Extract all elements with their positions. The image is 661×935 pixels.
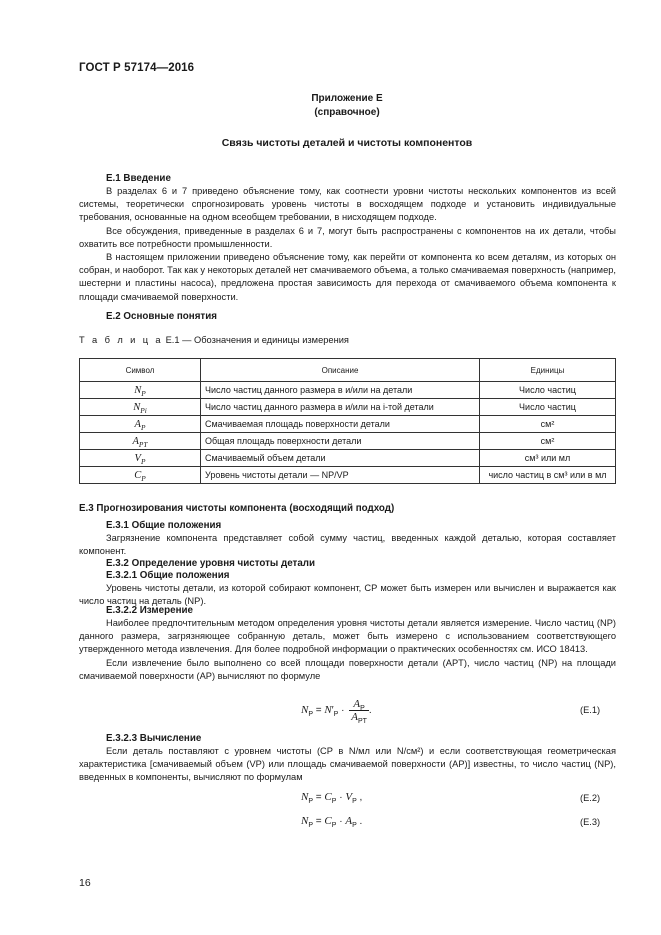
paragraph: Если извлечение было выполнено со всей площади поверхности детали (APT), число частиц (NP) на площади смачиваемой поверхности (AP) вычисляют по формуле (79, 657, 616, 681)
symbol-cell (80, 433, 201, 450)
formula-e2: $N_P = C_P \cdot V_P$ , (301, 791, 363, 805)
section-e1-body (79, 185, 616, 304)
symbol: A (134, 418, 141, 430)
units-cell: число частиц в см³ или в мл (480, 467, 616, 484)
symbol-cell (80, 450, 201, 467)
section-e323-body (79, 745, 616, 785)
symbol-cell (80, 399, 201, 416)
table-caption (79, 335, 349, 345)
appendix-heading: Связь чистоты деталей и чистоты компонентов (221, 137, 473, 149)
section-e323-heading: Е.3.2.3 Вычисление (106, 733, 202, 744)
symbol-cell (80, 467, 201, 484)
paragraph: Загрязнение компонента представляет собой сумму частиц, введенных каждой деталью, которая составляет компонент. (79, 533, 616, 557)
section-e2-heading: Е.2 Основные понятия (106, 311, 217, 322)
appendix-title: Приложение Е (311, 93, 383, 104)
table-header-row (80, 359, 616, 382)
description-cell: Смачиваемая площадь поверхности детали (201, 416, 480, 433)
units-cell: Число частиц (480, 382, 616, 399)
section-e31-heading: Е.3.1 Общие положения (106, 520, 222, 531)
description-cell: Общая площадь поверхности детали (201, 433, 480, 450)
symbol-subscript: Pi (140, 405, 147, 415)
symbols-table (79, 358, 616, 484)
units-cell: Число частиц (480, 399, 616, 416)
paragraph: В разделах 6 и 7 приведено объяснение тому, как соотнести уровни чистоты нескольких компонентов из всей системы, теоретически спрогнозировать уровень чистоты в восходящем подходе и установить индивидуальные требования, основанные на одном всеобщем требовании, в нисходящем подходе. (79, 186, 616, 223)
table-caption-prefix: Т а б л и ц а (79, 335, 163, 345)
table-caption-text: Е.1 — Обозначения и единицы измерения (163, 335, 349, 345)
symbol-subscript: P (140, 422, 146, 432)
symbol-subscript: P (141, 473, 146, 483)
formula-number: (Е.3) (580, 817, 601, 827)
section-e31-body (79, 532, 616, 558)
description-cell: Число частиц данного размера в и/или на i-той детали (201, 399, 480, 416)
description-cell: Смачиваемый объем детали (201, 450, 480, 467)
symbol-subscript: P (141, 388, 146, 398)
symbol: N (133, 401, 141, 413)
section-e321-heading: Е.3.2.1 Общие положения (106, 570, 230, 581)
table-header-cell: Единицы (480, 359, 616, 382)
section-e3-heading: Е.3 Прогнозирования чистоты компонента (восходящий подход) (79, 503, 395, 514)
description-cell: Уровень чистоты детали — NP/VP (201, 467, 480, 484)
table-row (80, 382, 616, 399)
description-cell: Число частиц данного размера в и/или на детали (201, 382, 480, 399)
formula-number: (Е.2) (580, 793, 601, 803)
table-header-cell: Описание (201, 359, 480, 382)
page-number: 16 (79, 877, 91, 889)
symbol: V (134, 452, 141, 464)
paragraph: Наиболее предпочтительным методом определения уровня чистоты детали является измерение. Число частиц (NP) данного размера, загрязняющее собранную деталь, может быть измерено с использованием соответствующего утвержденного метода извлечения. Для более подробной информации о практических особенностях см. ИСО 18413. (79, 618, 616, 655)
symbol-subscript: PT (138, 439, 148, 449)
table-row (80, 433, 616, 450)
table-row (80, 399, 616, 416)
formula-e1: $N_P = N'_P$ · $\frac{A_P}{A_{PT}}$ . (301, 698, 372, 725)
symbol-cell (80, 382, 201, 399)
section-e322-body (79, 617, 616, 683)
symbol: C (134, 469, 142, 481)
symbol: A (132, 435, 139, 447)
standard-header: ГОСТ Р 57174—2016 (79, 62, 195, 74)
symbol: N (134, 384, 142, 396)
section-e1-heading: Е.1 Введение (106, 173, 171, 184)
section-e32-heading: Е.3.2 Определение уровня чистоты детали (106, 558, 316, 569)
units-cell: см³ или мл (480, 450, 616, 467)
table-row (80, 467, 616, 484)
formula-fraction: $\frac{A_P}{A_{PT}}$ (351, 698, 367, 725)
section-e322-heading: Е.3.2.2 Измерение (106, 605, 193, 616)
formula-number: (Е.1) (580, 705, 601, 715)
units-cell: см² (480, 416, 616, 433)
units-cell: см² (480, 433, 616, 450)
table-row (80, 416, 616, 433)
paragraph: Все обсуждения, приведенные в разделах 6 и 7, могут быть распространены с компонентов на их детали, чтобы охватить все потребности промышленности. (79, 225, 616, 249)
paragraph: Если деталь поставляют с уровнем чистоты (CP в N/мл или N/см²) и если соответствующая геометрическая характеристика [смачиваемый объем (VP) или площадь смачиваемой поверхности (AP)] известны, то число частиц (NP), введенных в компоненты, вычисляют по формулам (79, 746, 616, 783)
paragraph: Уровень чистоты детали, из которой собирают компонент, CP может быть измерен или вычислен и выражается как число частиц на деталь (NP). (79, 583, 616, 607)
paragraph: В настоящем приложении приведено объяснение тому, как перейти от компонента ко всем деталям, из которых он собран, и наоборот. Так как у некоторых деталей нет смачиваемого объема, а только смачиваемая поверхность (например, шестерни и пластины насоса), предложена простая зависимость для перехода от смачиваемого объема компонента к площади смачиваемой поверхности. (79, 252, 616, 302)
symbol-cell (80, 416, 201, 433)
table-header-cell: Символ (80, 359, 201, 382)
appendix-kind: (справочное) (314, 107, 380, 118)
symbol-subscript: P (140, 456, 146, 466)
table-row (80, 450, 616, 467)
formula-e3: $N_P = C_P \cdot A_P$ . (301, 815, 363, 829)
